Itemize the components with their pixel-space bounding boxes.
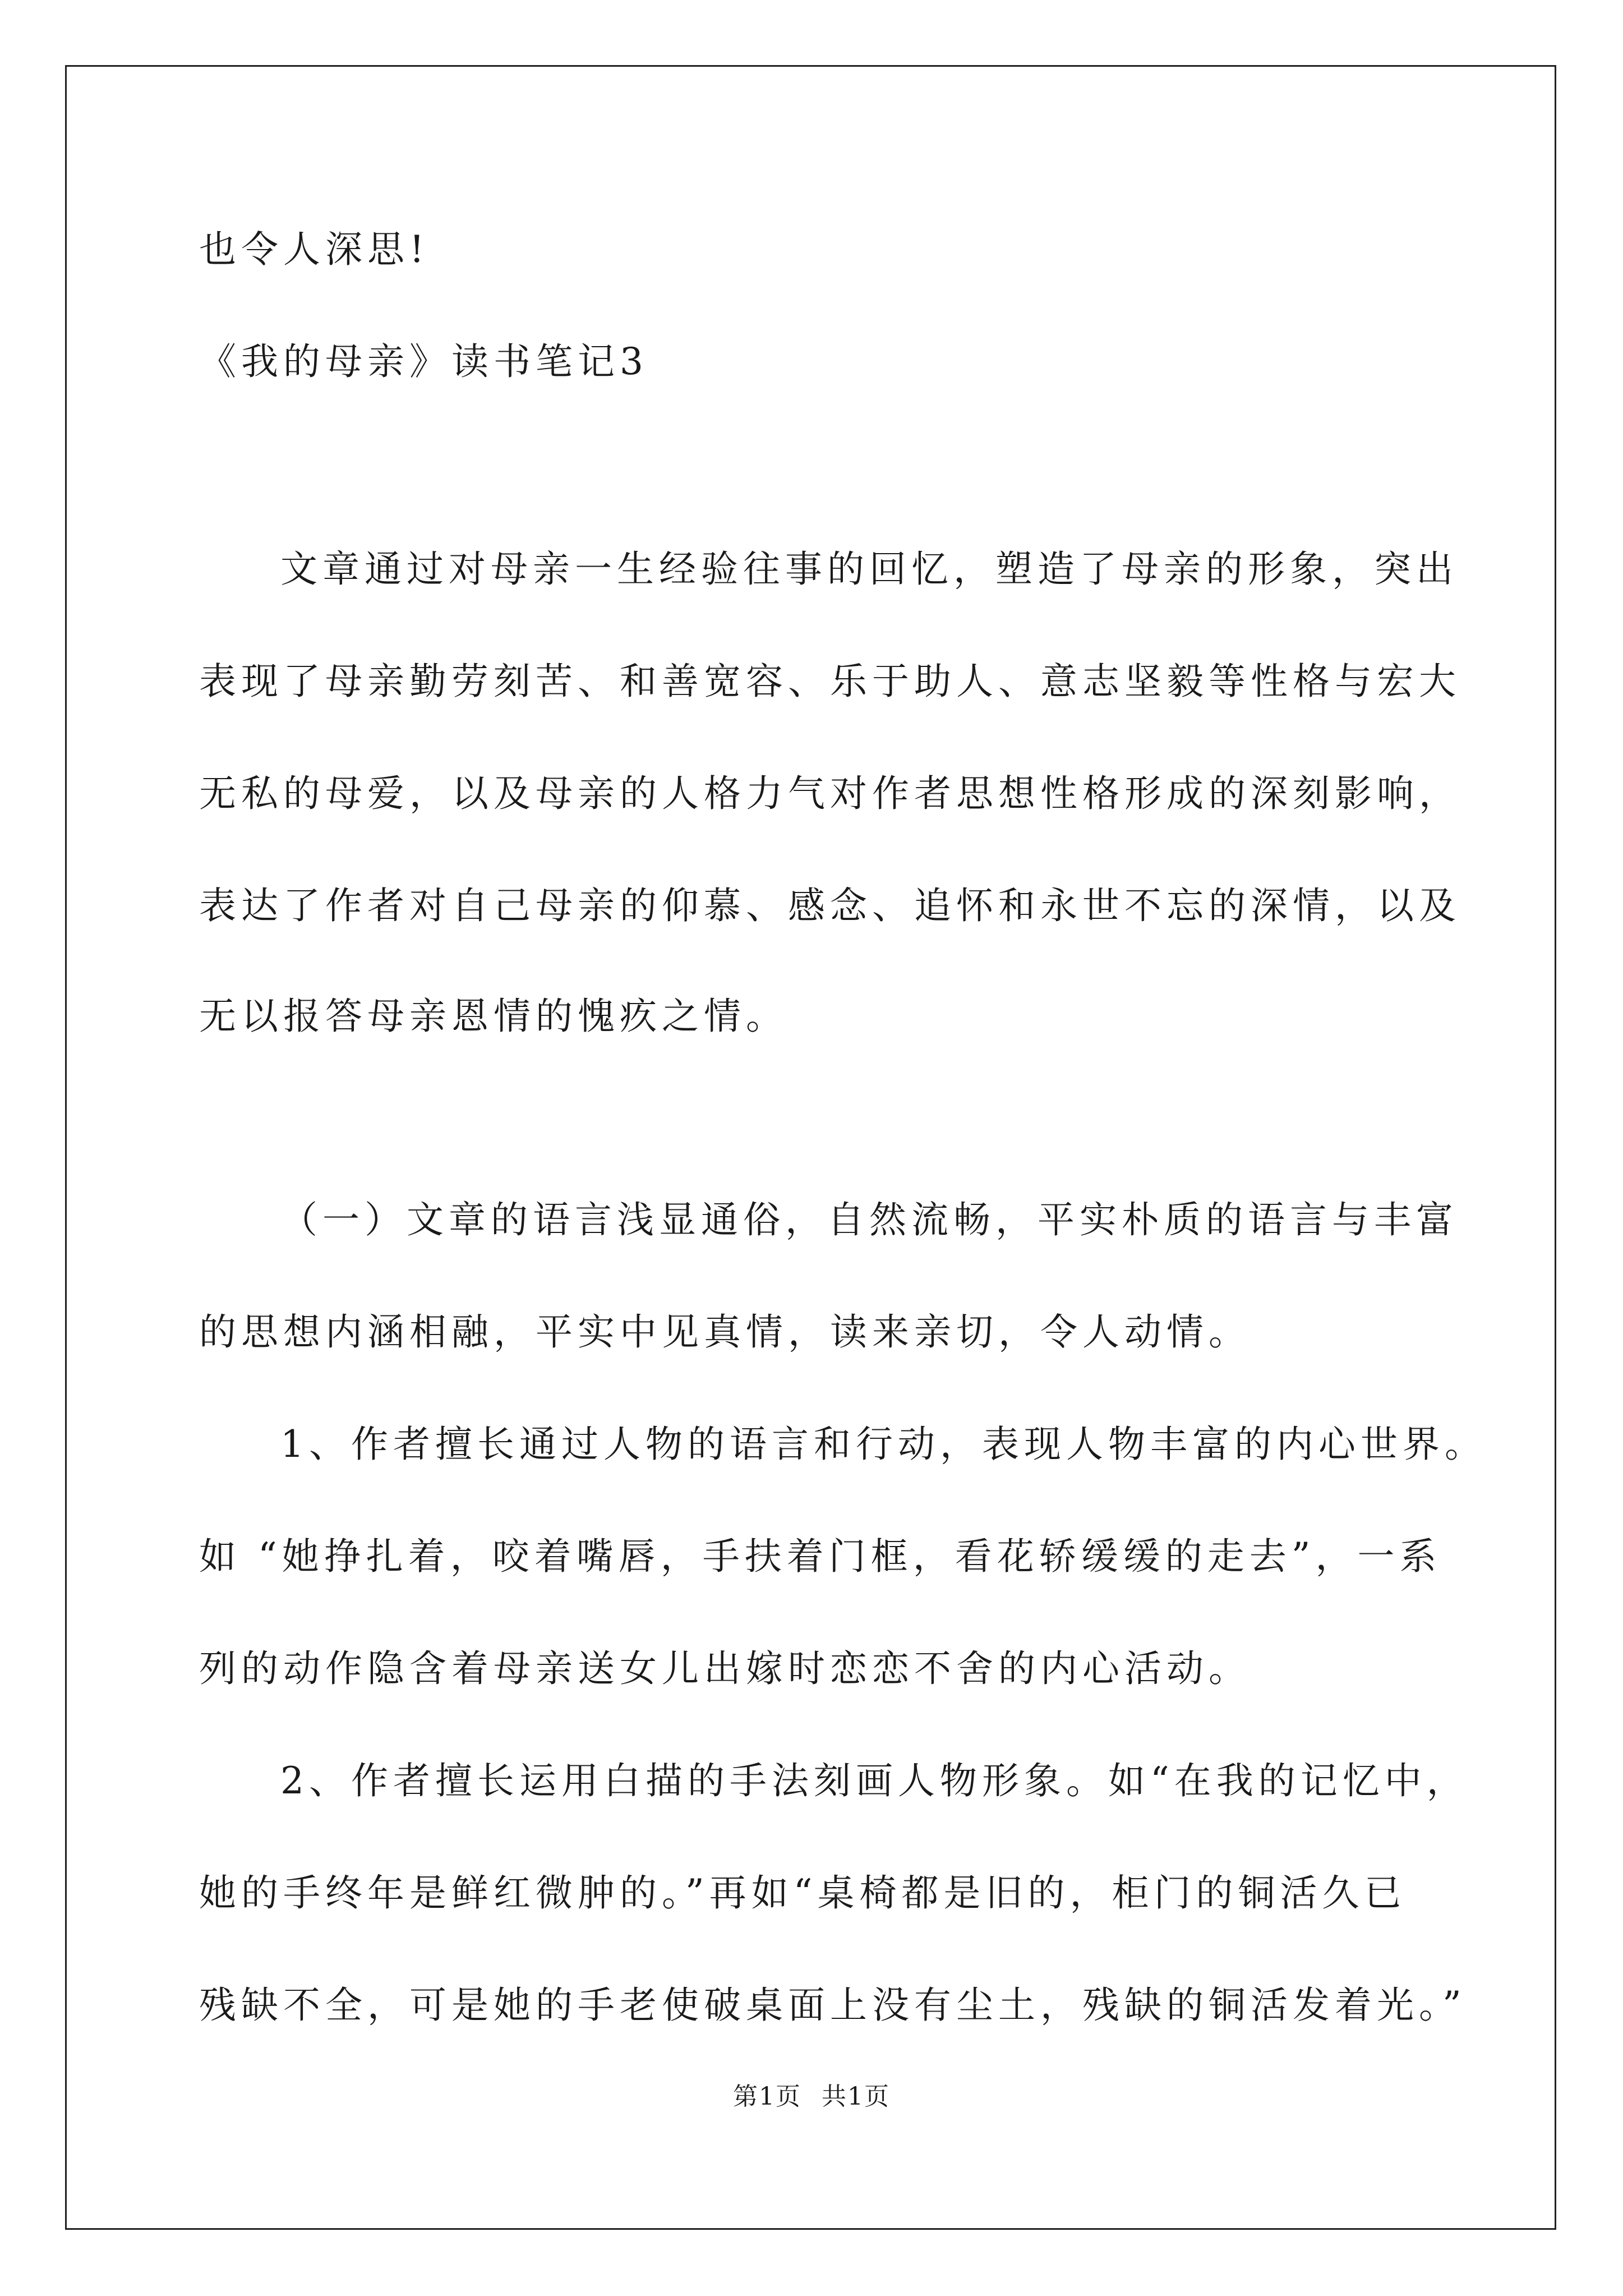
text-line: 的思想内涵相融，平实中见真情，读来亲切，令人动情。	[199, 1310, 1251, 1354]
text-line: （一）文章的语言浅显通俗，自然流畅，平实朴质的语言与丰富	[280, 1198, 1458, 1241]
section-heading: 《我的母亲》读书笔记3	[199, 340, 648, 383]
text-line: 残缺不全，可是她的手老使破桌面上没有尘土，残缺的铜活发着光。”	[199, 1984, 1467, 2027]
text-line: 也令人深思!	[199, 228, 430, 271]
text-line: 1、作者擅长通过人物的语言和行动，表现人物丰富的内心世界。	[280, 1423, 1487, 1466]
text-line: 表现了母亲勤劳刻苦、和善宽容、乐于助人、意志坚毅等性格与宏大	[199, 660, 1461, 703]
text-line: 表达了作者对自己母亲的仰慕、感念、追怀和永世不忘的深情，以及	[199, 884, 1461, 927]
page-footer	[0, 2081, 1623, 2113]
text-line: 她的手终年是鲜红微肿的。”再如“桌椅都是旧的，柜门的铜活久已	[199, 1871, 1407, 1915]
page-number: 第1页	[733, 2082, 801, 2111]
page-total: 共1页	[822, 2082, 890, 2111]
text-line: 如 “她挣扎着，咬着嘴唇，手扶着门框，看花轿缓缓的走去”，一系	[199, 1535, 1442, 1578]
text-line: 无以报答母亲恩情的愧疚之情。	[199, 995, 788, 1038]
text-line: 无私的母爱，以及母亲的人格力气对作者思想性格形成的深刻影响，	[199, 772, 1461, 815]
text-line: 文章通过对母亲一生经验往事的回忆，塑造了母亲的形象，突出	[280, 547, 1458, 591]
text-line: 2、作者擅长运用白描的手法刻画人物形象。如“在我的记忆中，	[280, 1759, 1469, 1802]
text-line: 列的动作隐含着母亲送女儿出嫁时恋恋不舍的内心活动。	[199, 1647, 1251, 1690]
